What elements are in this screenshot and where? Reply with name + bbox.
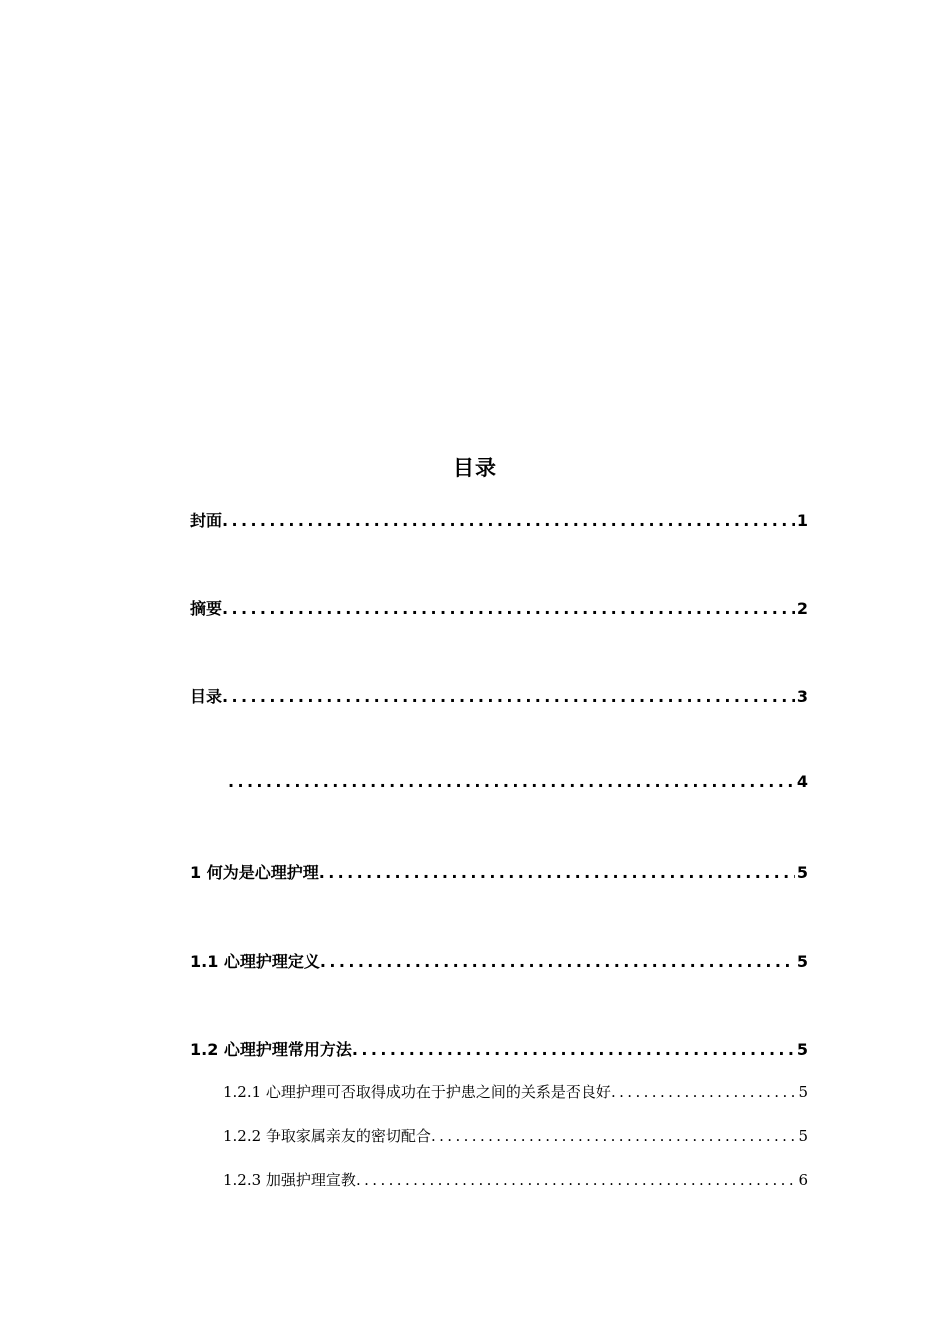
toc-page-number: 5 xyxy=(796,1040,808,1059)
toc-entry-untitled[interactable] xyxy=(190,772,808,791)
toc-entry-abstract[interactable] xyxy=(190,596,808,619)
toc-entry-text: 目录 xyxy=(190,687,223,706)
toc-dot-leader xyxy=(611,1083,796,1101)
toc-page-number: 5 xyxy=(796,952,808,971)
toc-title: 目录 xyxy=(453,456,497,480)
toc-dot-leader xyxy=(431,1127,796,1145)
toc-entry-section-1-2-1[interactable] xyxy=(223,1081,808,1102)
toc-page-number: 5 xyxy=(798,1127,808,1145)
toc-dot-leader xyxy=(222,511,795,530)
toc-dot-leader xyxy=(222,599,795,618)
toc-entry-section-1-2-3[interactable] xyxy=(223,1169,808,1190)
toc-dot-leader xyxy=(356,1171,796,1189)
toc-entry-text: 1.1 心理护理定义 xyxy=(190,952,320,971)
toc-entry-text: 1.2.3 加强护理宣教 xyxy=(223,1171,356,1189)
toc-page-number: 5 xyxy=(798,1083,808,1101)
toc-entry-text: 1.2.1 心理护理可否取得成功在于护患之间的关系是否良好 xyxy=(223,1083,611,1101)
toc-entry-text: 摘要 xyxy=(190,599,223,618)
toc-dot-leader xyxy=(320,952,795,971)
toc-dot-leader xyxy=(352,1040,795,1059)
toc-entry-section-1-2-2[interactable] xyxy=(223,1125,808,1146)
toc-entry-section-1-2[interactable] xyxy=(190,1037,808,1060)
toc-page-number: 4 xyxy=(796,772,808,791)
toc-page-number: 3 xyxy=(796,687,808,706)
toc-entry-text: 1 何为是心理护理 xyxy=(190,863,319,882)
toc-dot-leader xyxy=(222,687,795,706)
toc-page-number: 1 xyxy=(796,511,808,530)
toc-entry-chapter-1[interactable] xyxy=(190,860,808,883)
toc-entry-text: 1.2.2 争取家属亲友的密切配合 xyxy=(223,1127,431,1145)
toc-entry-text: 1.2 心理护理常用方法 xyxy=(190,1040,352,1059)
toc-page-number: 5 xyxy=(796,863,808,882)
toc-dot-leader xyxy=(228,772,795,791)
toc-entry-contents[interactable] xyxy=(190,684,808,707)
toc-dot-leader xyxy=(319,863,795,882)
toc-entry-cover[interactable] xyxy=(190,508,808,531)
toc-page-number: 6 xyxy=(798,1171,808,1189)
toc-entry-section-1-1[interactable] xyxy=(190,949,808,972)
toc-entry-text: 封面 xyxy=(190,511,223,530)
toc-page-number: 2 xyxy=(796,599,808,618)
